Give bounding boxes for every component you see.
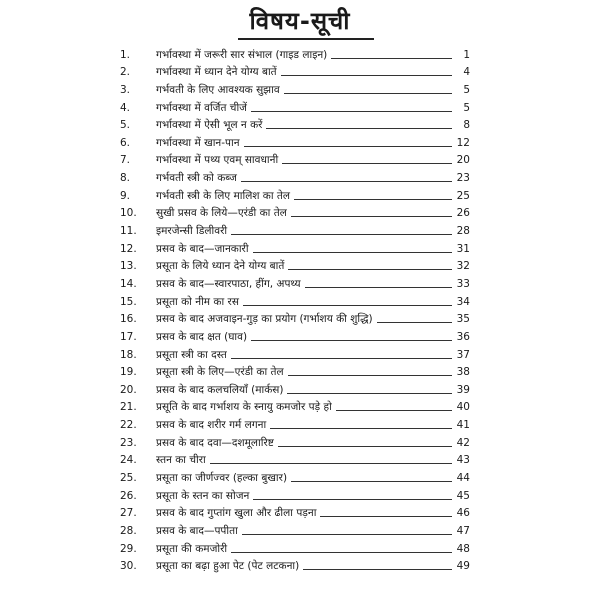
entry-title: गर्भावस्था में जरूरी सार संभाल (गाइड लाइन)	[156, 48, 328, 61]
leader-line	[241, 181, 452, 182]
leader-line	[281, 75, 452, 76]
entry-page-number: 48	[456, 542, 470, 555]
entry-title: प्रसूता स्त्री के लिए—एरंडी का तेल	[156, 366, 284, 379]
contents-entry	[120, 344, 470, 362]
entry-number: 15.	[120, 295, 137, 308]
entry-title: स्तन का चीरा	[156, 454, 206, 467]
contents-entry	[120, 291, 470, 309]
entry-number: 23.	[120, 436, 137, 449]
leader-line	[251, 340, 452, 341]
contents-entry	[120, 79, 470, 97]
entry-page-number: 41	[456, 419, 470, 432]
contents-entry	[120, 520, 470, 538]
entry-number: 11.	[120, 225, 137, 238]
entry-number: 1.	[120, 48, 131, 61]
entry-number: 17.	[120, 330, 137, 343]
contents-entry	[120, 115, 470, 133]
entry-title: प्रसूता स्त्री का दस्त	[156, 348, 227, 361]
leader-line	[294, 199, 452, 200]
entry-page-number: 5	[463, 83, 470, 96]
entry-number: 12.	[120, 242, 137, 255]
leader-line	[282, 163, 452, 164]
contents-entry	[120, 362, 470, 380]
entry-title: प्रसूति के बाद गर्भाशय के स्नायु कमजोर पड़े हो	[156, 401, 332, 414]
entry-title: प्रसव के बाद कलचलियाँ (मार्कस)	[156, 383, 284, 396]
entry-title: गर्भावस्था में खान-पान	[156, 136, 240, 149]
entry-title: इमरजेन्सी डिलीवरी	[156, 225, 228, 238]
entry-page-number: 37	[456, 348, 470, 361]
page-title: विषय-सूची	[249, 7, 351, 35]
contents-entry	[120, 450, 470, 468]
entry-title: प्रसूता का जीर्णज्वर (हल्का बुखार)	[156, 472, 288, 485]
entry-page-number: 36	[456, 330, 470, 343]
leader-line	[242, 534, 452, 535]
leader-line	[303, 569, 452, 570]
contents-entry	[120, 379, 470, 397]
entry-number: 2.	[120, 66, 131, 79]
leader-line	[320, 516, 452, 517]
entry-page-number: 44	[456, 472, 470, 485]
entry-title: प्रसव के बाद अजवाइन-गुड़ का प्रयोग (गर्भाशय की शुद्धि)	[156, 313, 373, 326]
entry-page-number: 5	[463, 101, 470, 114]
entry-number: 8.	[120, 172, 131, 185]
contents-entry	[120, 273, 470, 291]
leader-line	[288, 269, 452, 270]
entry-page-number: 39	[456, 383, 470, 396]
entry-page-number: 38	[456, 366, 470, 379]
entry-page-number: 23	[456, 172, 470, 185]
contents-entry	[120, 203, 470, 221]
entry-title: प्रसव के बाद शरीर गर्म लगना	[156, 419, 267, 432]
entry-number: 13.	[120, 260, 137, 273]
contents-entry	[120, 220, 470, 238]
entry-number: 26.	[120, 489, 137, 502]
entry-page-number: 47	[456, 524, 470, 537]
contents-entry	[120, 44, 470, 62]
entry-number: 30.	[120, 560, 137, 573]
contents-entry	[120, 485, 470, 503]
entry-title: गर्भावस्था में वर्जित चीजें	[156, 101, 247, 114]
contents-entry	[120, 150, 470, 168]
entry-title: प्रसव के बाद—स्वारपाठा, हींग, अपथ्य	[156, 277, 301, 290]
entry-page-number: 40	[456, 401, 470, 414]
entry-page-number: 32	[456, 260, 470, 273]
leader-line	[331, 58, 452, 59]
entry-title: प्रसूता के स्तन का सोजन	[156, 489, 250, 502]
title-underline	[238, 38, 374, 40]
entry-number: 18.	[120, 348, 137, 361]
entry-page-number: 31	[456, 242, 470, 255]
entry-page-number: 12	[456, 136, 470, 149]
leader-line	[284, 93, 452, 94]
contents-entry	[120, 167, 470, 185]
entry-title: प्रसूता की कमजोरी	[156, 542, 228, 555]
leader-line	[270, 428, 452, 429]
entry-page-number: 43	[456, 454, 470, 467]
entry-number: 21.	[120, 401, 137, 414]
entry-page-number: 1	[463, 48, 470, 61]
entry-page-number: 26	[456, 207, 470, 220]
entry-number: 27.	[120, 507, 137, 520]
contents-entry	[120, 503, 470, 521]
leader-line	[291, 481, 452, 482]
entry-title: गर्भवती स्त्री को कब्ज	[156, 172, 237, 185]
entry-title: गर्भावस्था में ध्यान देने योग्य बातें	[156, 66, 277, 79]
leader-line	[210, 463, 452, 464]
entry-page-number: 35	[456, 313, 470, 326]
contents-entry	[120, 309, 470, 327]
entry-page-number: 20	[456, 154, 470, 167]
entry-page-number: 28	[456, 225, 470, 238]
entry-page-number: 42	[456, 436, 470, 449]
entry-number: 24.	[120, 454, 137, 467]
contents-entry	[120, 185, 470, 203]
entry-number: 7.	[120, 154, 131, 167]
entry-title: गर्भावस्था में ऐसी भूल न करें	[156, 119, 263, 132]
entry-page-number: 49	[456, 560, 470, 573]
entry-title: प्रसूता को नीम का रस	[156, 295, 239, 308]
contents-entry	[120, 467, 470, 485]
leader-line	[253, 252, 452, 253]
entry-number: 25.	[120, 472, 137, 485]
leader-line	[253, 499, 452, 500]
entry-page-number: 25	[456, 189, 470, 202]
leader-line	[288, 375, 452, 376]
contents-entry	[120, 538, 470, 556]
entry-title: प्रसव के बाद दवा—दशमूलारिष्ट	[156, 436, 274, 449]
entry-title: प्रसव के बाद—जानकारी	[156, 242, 249, 255]
entry-number: 10.	[120, 207, 137, 220]
entry-number: 5.	[120, 119, 131, 132]
entry-title: प्रसव के बाद क्षत (घाव)	[156, 330, 248, 343]
entry-page-number: 45	[456, 489, 470, 502]
entry-title: प्रसव के बाद—पपीता	[156, 524, 238, 537]
entry-number: 4.	[120, 101, 131, 114]
leader-line	[377, 322, 452, 323]
entry-title: प्रसूता के लिये ध्यान देने योग्य बातें	[156, 260, 285, 273]
contents-entry	[120, 326, 470, 344]
entry-title: प्रसव के बाद गुप्तांग खुला और ढीला पड़ना	[156, 507, 317, 520]
leader-line	[291, 216, 452, 217]
contents-entry	[120, 256, 470, 274]
entry-number: 9.	[120, 189, 131, 202]
leader-line	[278, 446, 452, 447]
entry-number: 14.	[120, 277, 137, 290]
entry-number: 19.	[120, 366, 137, 379]
leader-line	[231, 358, 452, 359]
entry-number: 20.	[120, 383, 137, 396]
leader-line	[231, 234, 452, 235]
entry-title: गर्भवती स्त्री के लिए मालिश का तेल	[156, 189, 291, 202]
leader-line	[305, 287, 452, 288]
contents-entry	[120, 97, 470, 115]
entry-page-number: 8	[463, 119, 470, 132]
entry-number: 16.	[120, 313, 137, 326]
leader-line	[266, 128, 452, 129]
contents-list	[120, 44, 470, 573]
entry-title: सुखी प्रसव के लिये—एरंडी का तेल	[156, 207, 287, 220]
entry-page-number: 33	[456, 277, 470, 290]
entry-number: 28.	[120, 524, 137, 537]
leader-line	[251, 111, 452, 112]
entry-page-number: 4	[463, 66, 470, 79]
contents-entry	[120, 397, 470, 415]
entry-number: 3.	[120, 83, 131, 96]
leader-line	[287, 393, 452, 394]
entry-title: प्रसूता का बढ़ा हुआ पेट (पेट लटकना)	[156, 560, 300, 573]
contents-entry	[120, 132, 470, 150]
entry-title: गर्भावस्था में पथ्य एवम् सावधानी	[156, 154, 279, 167]
entry-number: 29.	[120, 542, 137, 555]
leader-line	[243, 305, 452, 306]
entry-title: गर्भवती के लिए आवश्यक सुझाव	[156, 83, 280, 96]
entry-number: 22.	[120, 419, 137, 432]
entry-number: 6.	[120, 136, 131, 149]
entry-page-number: 34	[456, 295, 470, 308]
contents-entry	[120, 62, 470, 80]
contents-entry	[120, 414, 470, 432]
entry-page-number: 46	[456, 507, 470, 520]
contents-entry	[120, 556, 470, 574]
leader-line	[231, 552, 452, 553]
leader-line	[336, 410, 452, 411]
leader-line	[244, 146, 452, 147]
contents-entry	[120, 432, 470, 450]
contents-entry	[120, 238, 470, 256]
